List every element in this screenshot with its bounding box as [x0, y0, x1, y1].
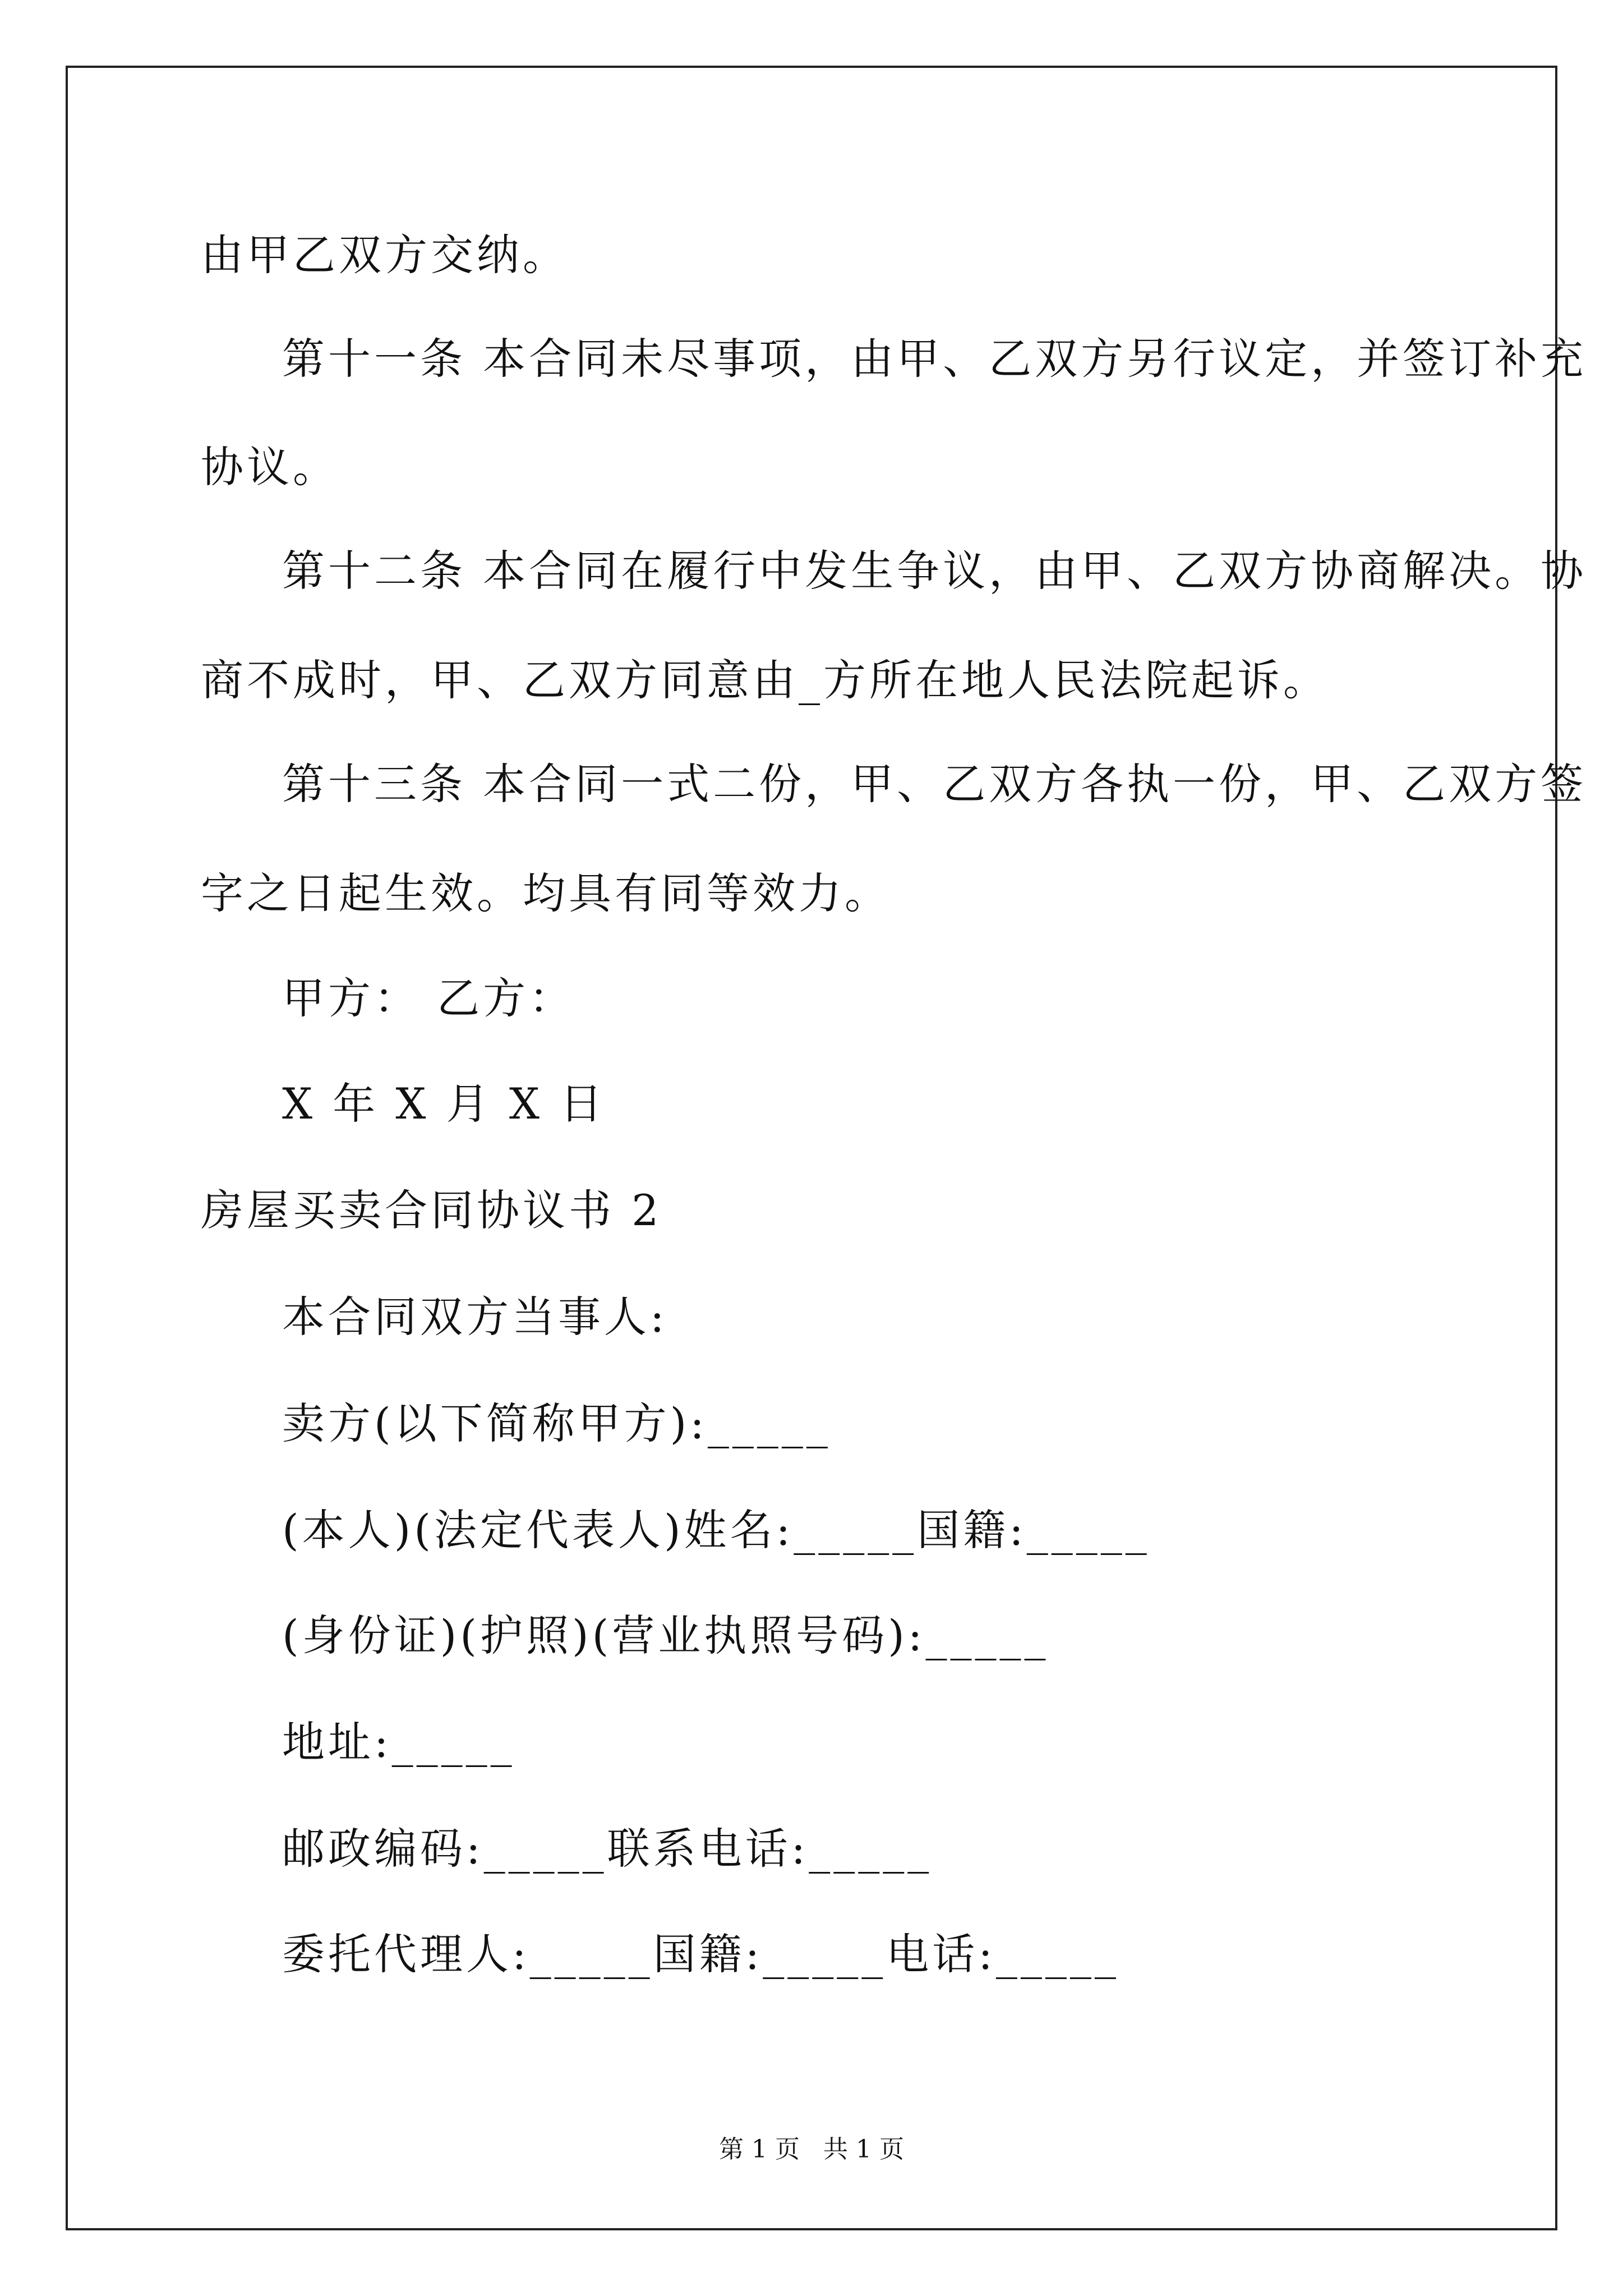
agent-line: 委托代理人:_____国籍:_____电话:_____ [282, 1929, 1119, 1979]
page-number: 第 1 页 共 1 页 [719, 2135, 904, 2164]
text-line: 由甲乙双方交纳。 [201, 230, 569, 280]
article-12-line-1: 第十二条 本合同在履行中发生争议，由甲、乙双方协商解决。协 [282, 546, 1587, 596]
seller-name-line: (本人)(法定代表人)姓名:_____国籍:_____ [282, 1505, 1150, 1555]
seller-contact-line: 邮政编码:_____联系电话:_____ [282, 1824, 933, 1874]
section-title: 房屋买卖合同协议书 2 [201, 1185, 662, 1235]
seller-address-line: 地址:_____ [282, 1717, 515, 1767]
signature-parties: 甲方： 乙方： [282, 973, 575, 1023]
article-13-line-1: 第十三条 本合同一式二份，甲、乙双方各执一份，甲、乙双方签 [282, 759, 1587, 809]
article-13-line-2: 字之日起生效。均具有同等效力。 [201, 868, 891, 918]
article-12-line-2: 商不成时，甲、乙双方同意由_方所在地人民法院起诉。 [201, 655, 1329, 705]
parties-heading: 本合同双方当事人: [282, 1292, 668, 1342]
seller-id-line: (身份证)(护照)(营业执照号码):_____ [282, 1611, 1049, 1660]
seller-line: 卖方(以下简称甲方):_____ [282, 1398, 831, 1448]
article-11-line-2: 协议。 [201, 442, 339, 492]
date-line: X 年 X 月 X 日 [282, 1079, 606, 1129]
article-11-line-1: 第十一条 本合同未尽事项，由甲、乙双方另行议定，并签订补充 [282, 334, 1587, 384]
page-border [66, 66, 1557, 2230]
